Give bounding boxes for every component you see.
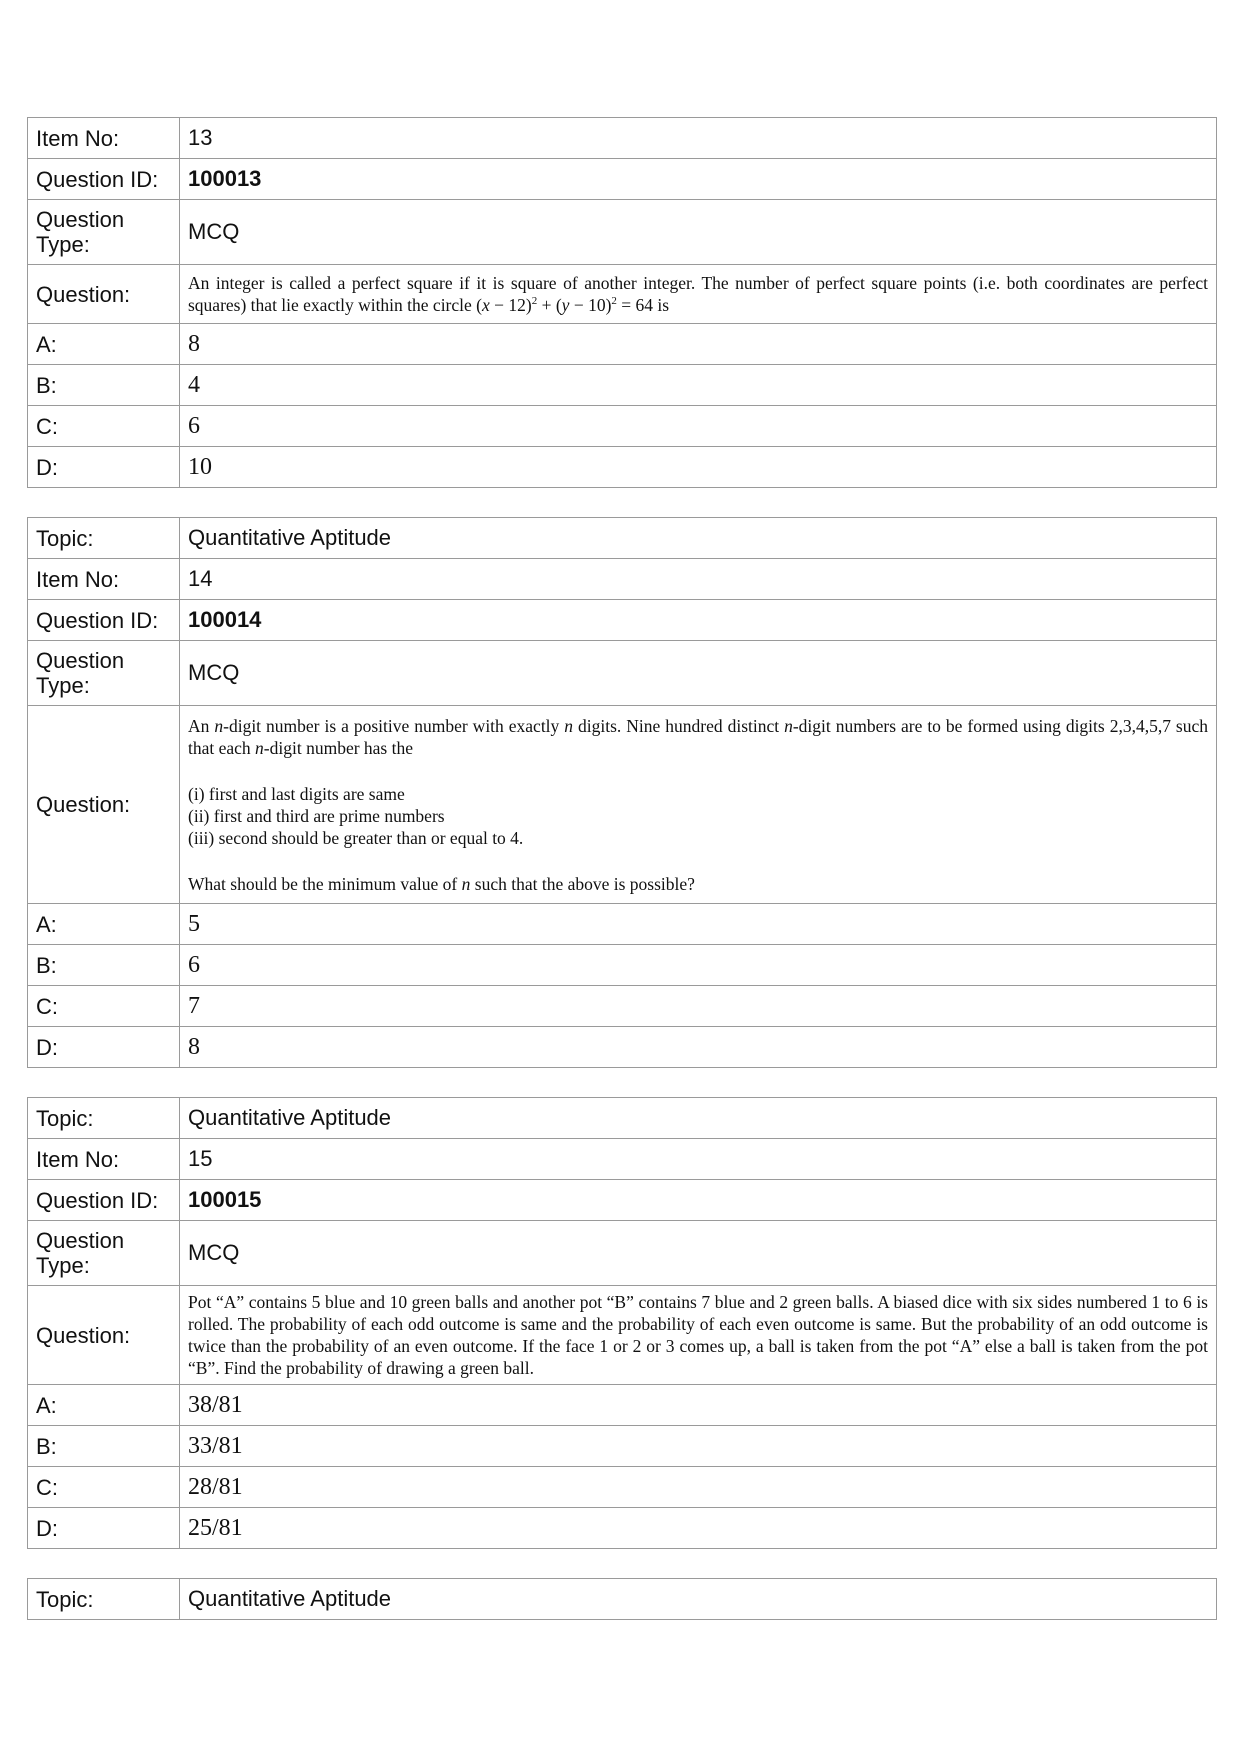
text-part: digits. Nine hundred distinct	[573, 715, 785, 736]
question-label: Question:	[28, 1286, 180, 1385]
question-id-label: Question ID:	[28, 600, 180, 641]
question-text: Pot “A” contains 5 blue and 10 green balls and another pot “B” contains 7 blue and 2 green balls. A biased dice with six sides numbered 1 to 6 is rolled. The probability of each odd outcome is same and the probability of each even outcome is same. But the probability of an odd outcome is twice than the probability of an even outcome. If the face 1 or 2 or 3 comes up, a ball is taken from the pot “A” else a ball is taken from the pot “B”. Find the probability of drawing a green ball.	[180, 1286, 1217, 1385]
question-block-16	[27, 1578, 1217, 1620]
question-type-label: Question Type:	[28, 200, 180, 265]
item-no-row	[28, 1139, 1217, 1180]
question-id-value: 100013	[180, 159, 1217, 200]
question-block-13	[27, 117, 1217, 488]
question-type-label: Question Type:	[28, 641, 180, 706]
option-d-value: 25/81	[180, 1508, 1217, 1549]
option-a-value: 38/81	[180, 1385, 1217, 1426]
option-b-label: B:	[28, 1426, 180, 1467]
text-part: such that the above is possible?	[470, 873, 695, 894]
math-var-n: n	[461, 873, 471, 894]
question-id-row	[28, 600, 1217, 641]
topic-label: Topic:	[28, 1098, 180, 1139]
item-no-value: 15	[180, 1139, 1217, 1180]
math-var-x: x	[481, 295, 490, 315]
question-type-row	[28, 200, 1217, 265]
option-d-row	[28, 1508, 1217, 1549]
topic-value: Quantitative Aptitude	[180, 1098, 1217, 1139]
question-type-value: MCQ	[180, 641, 1217, 706]
math-var-n: n	[255, 737, 264, 758]
question-id-value: 100015	[180, 1180, 1217, 1221]
text-part: -digit number has the	[263, 737, 413, 758]
math-part: − 10)	[569, 295, 612, 315]
option-d-label: D:	[28, 1508, 180, 1549]
option-a-value: 8	[180, 324, 1217, 365]
question-row	[28, 1286, 1217, 1385]
topic-value: Quantitative Aptitude	[180, 518, 1217, 559]
question-row	[28, 706, 1217, 904]
math-exponent: 2	[531, 295, 538, 308]
topic-label: Topic:	[28, 1579, 180, 1620]
option-b-row	[28, 365, 1217, 406]
option-d-label: D:	[28, 447, 180, 488]
topic-value: Quantitative Aptitude	[180, 1579, 1217, 1620]
option-a-value: 5	[180, 904, 1217, 945]
question-type-label: Question Type:	[28, 1221, 180, 1286]
condition-1: (i) first and last digits are same	[188, 783, 405, 804]
text-part: -digit number is a positive number with exactly	[223, 715, 565, 736]
question-id-label: Question ID:	[28, 1180, 180, 1221]
math-part: − 12)	[489, 295, 532, 315]
option-d-label: D:	[28, 1027, 180, 1068]
option-a-label: A:	[28, 1385, 180, 1426]
item-no-row	[28, 559, 1217, 600]
option-a-row	[28, 904, 1217, 945]
item-no-label: Item No:	[28, 559, 180, 600]
option-b-value: 33/81	[180, 1426, 1217, 1467]
option-c-row	[28, 406, 1217, 447]
question-text	[180, 706, 1217, 904]
option-c-row	[28, 986, 1217, 1027]
question-id-row	[28, 159, 1217, 200]
option-d-row	[28, 1027, 1217, 1068]
topic-label: Topic:	[28, 518, 180, 559]
option-b-row	[28, 945, 1217, 986]
question-id-label: Question ID:	[28, 159, 180, 200]
text-part: -digit numbers are to be formed using digits 2,3,4,5,7 such that each	[188, 715, 1209, 758]
option-c-row	[28, 1467, 1217, 1508]
item-no-row	[28, 118, 1217, 159]
option-d-value: 10	[180, 447, 1217, 488]
item-no-value: 14	[180, 559, 1217, 600]
option-a-row	[28, 1385, 1217, 1426]
option-b-row	[28, 1426, 1217, 1467]
text-part: What should be the minimum value of	[188, 873, 462, 894]
question-type-value: MCQ	[180, 1221, 1217, 1286]
math-var-n: n	[214, 715, 224, 736]
item-no-value: 13	[180, 118, 1217, 159]
option-b-value: 6	[180, 945, 1217, 986]
question-text	[180, 265, 1217, 324]
option-c-value: 6	[180, 406, 1217, 447]
topic-row	[28, 1098, 1217, 1139]
condition-3: (iii) second should be greater than or equal to 4.	[188, 827, 524, 848]
option-a-row	[28, 324, 1217, 365]
question-final	[188, 873, 1208, 895]
question-type-row	[28, 1221, 1217, 1286]
option-b-value: 4	[180, 365, 1217, 406]
math-part: = 64 is	[616, 295, 670, 315]
question-type-row	[28, 641, 1217, 706]
option-b-label: B:	[28, 365, 180, 406]
option-a-label: A:	[28, 324, 180, 365]
option-d-row	[28, 447, 1217, 488]
question-id-row	[28, 1180, 1217, 1221]
math-var-y: y	[561, 295, 570, 315]
question-intro	[188, 715, 1208, 759]
option-c-label: C:	[28, 1467, 180, 1508]
item-no-label: Item No:	[28, 1139, 180, 1180]
question-type-value: MCQ	[180, 200, 1217, 265]
option-d-value: 8	[180, 1027, 1217, 1068]
math-exponent: 2	[611, 295, 617, 308]
math-var-n: n	[564, 715, 574, 736]
question-block-15	[27, 1097, 1217, 1549]
question-label: Question:	[28, 706, 180, 904]
text-part: An	[188, 715, 215, 736]
question-block-14	[27, 517, 1217, 1068]
question-row	[28, 265, 1217, 324]
item-no-label: Item No:	[28, 118, 180, 159]
option-c-label: C:	[28, 406, 180, 447]
option-c-label: C:	[28, 986, 180, 1027]
option-a-label: A:	[28, 904, 180, 945]
condition-2: (ii) first and third are prime numbers	[188, 805, 445, 826]
option-c-value: 28/81	[180, 1467, 1217, 1508]
option-c-value: 7	[180, 986, 1217, 1027]
topic-row	[28, 518, 1217, 559]
math-part: + (	[537, 295, 562, 315]
question-id-value: 100014	[180, 600, 1217, 641]
question-text-part: An integer is called a perfect square if it is square of another integer. The number of perfect square points (i.e. both coordinates are perfect squares) that lie exactly within the circle (	[188, 273, 1208, 315]
question-label: Question:	[28, 265, 180, 324]
math-var-n: n	[784, 715, 793, 736]
option-b-label: B:	[28, 945, 180, 986]
topic-row	[28, 1579, 1217, 1620]
